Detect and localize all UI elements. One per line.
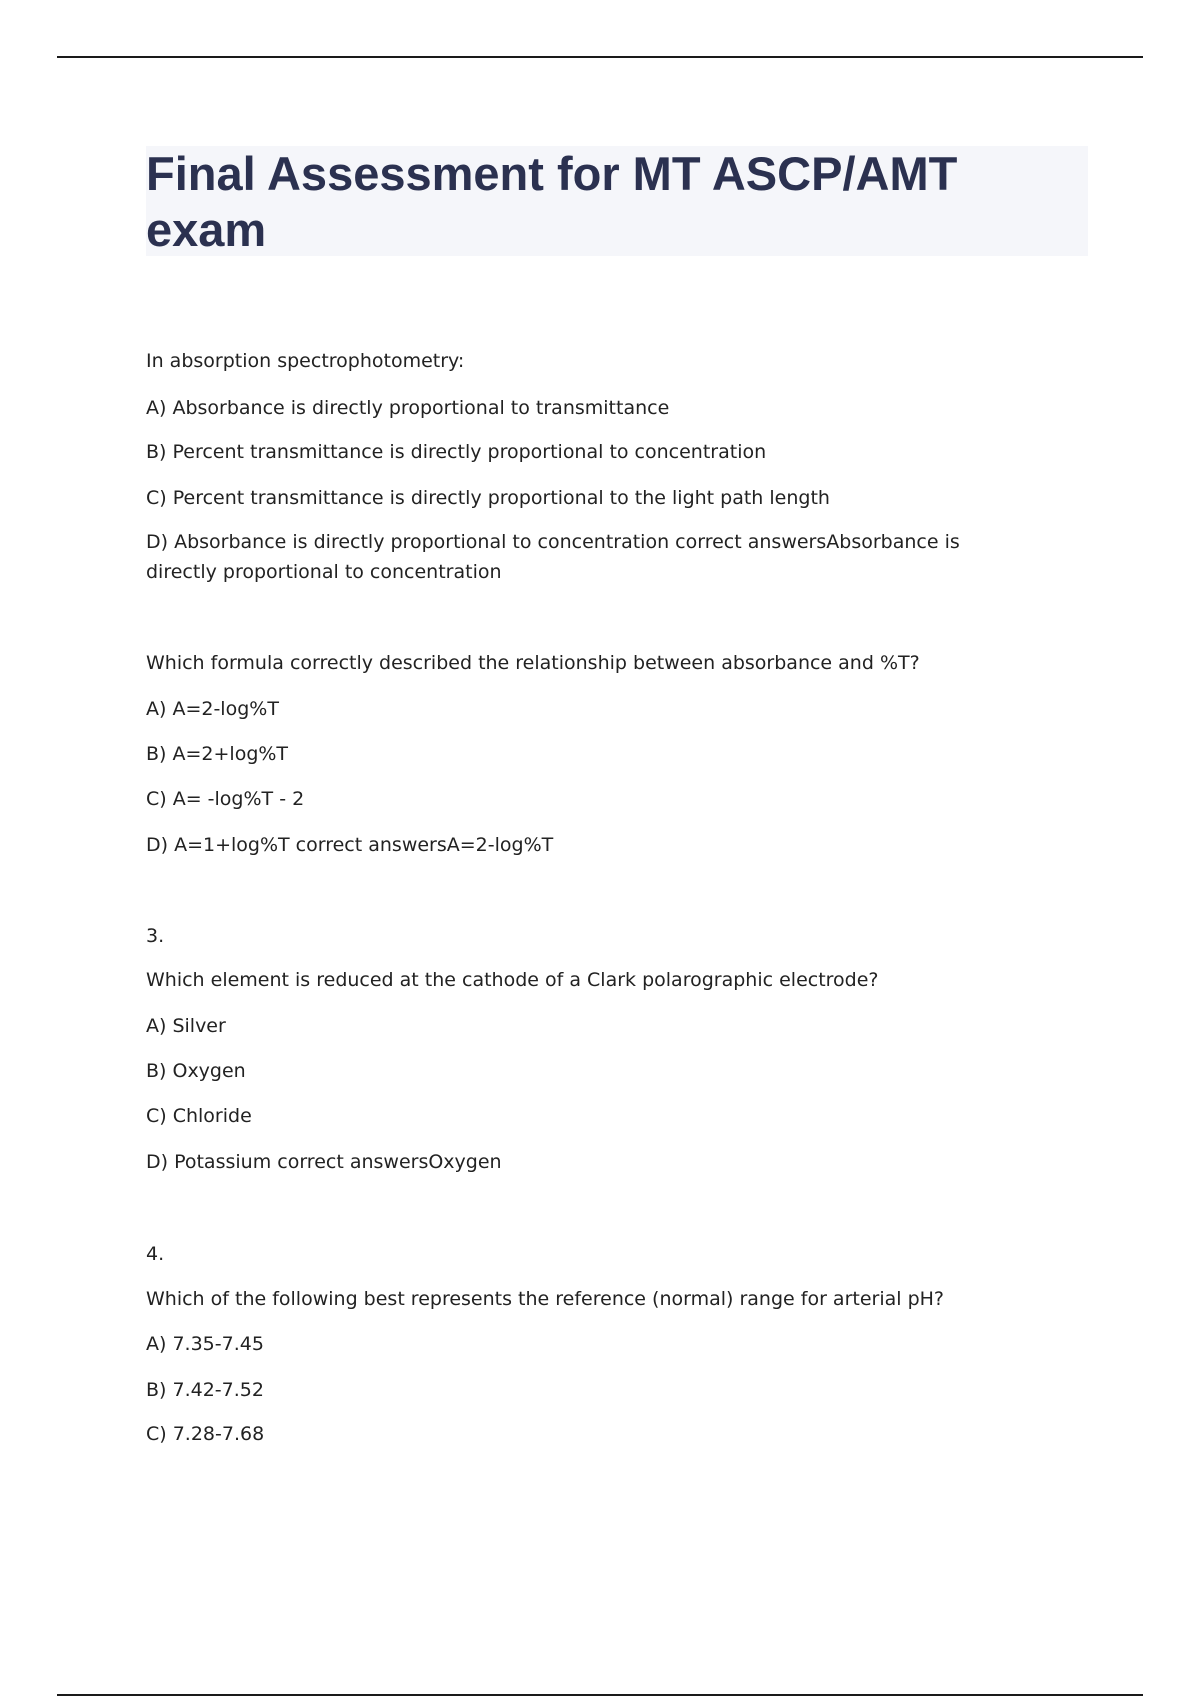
- question-1-option-a: A) Absorbance is directly proportional to transmittance: [146, 397, 670, 419]
- question-2-option-c: C) A= -log%T - 2: [146, 788, 305, 810]
- question-3-option-d: D) Potassium correct answersOxygen: [146, 1151, 502, 1173]
- document-title: Final Assessment for MT ASCP/AMT exam: [146, 147, 958, 256]
- question-4-option-a: A) 7.35-7.45: [146, 1333, 264, 1355]
- question-4-number: 4.: [146, 1243, 165, 1265]
- title-banner: [146, 146, 1088, 256]
- question-4-option-b: B) 7.42-7.52: [146, 1379, 264, 1401]
- question-2-option-d: D) A=1+log%T correct answersA=2-log%T: [146, 834, 554, 856]
- footer-rule: [57, 1694, 1143, 1696]
- question-2-prompt: Which formula correctly described the relationship between absorbance and %T?: [146, 652, 920, 674]
- question-3-option-c: C) Chloride: [146, 1105, 252, 1127]
- question-2-option-b: B) A=2+log%T: [146, 743, 289, 765]
- question-1-option-c: C) Percent transmittance is directly proportional to the light path length: [146, 487, 830, 509]
- question-3-prompt: Which element is reduced at the cathode of a Clark polarographic electrode?: [146, 969, 879, 991]
- question-3-option-b: B) Oxygen: [146, 1060, 246, 1082]
- question-4-option-c: C) 7.28-7.68: [146, 1423, 265, 1445]
- question-2-option-a: A) A=2-log%T: [146, 698, 279, 720]
- question-1-option-d: D) Absorbance is directly proportional to concentration correct answersAbsorbance is directly proportional to concentration: [146, 531, 960, 583]
- header-rule: [57, 56, 1143, 58]
- question-1-option-b: B) Percent transmittance is directly proportional to concentration: [146, 441, 767, 463]
- question-1-prompt: In absorption spectrophotometry:: [146, 350, 465, 372]
- question-3-option-a: A) Silver: [146, 1015, 226, 1037]
- question-4-prompt: Which of the following best represents the reference (normal) range for arterial pH?: [146, 1288, 944, 1310]
- question-3-number: 3.: [146, 925, 165, 947]
